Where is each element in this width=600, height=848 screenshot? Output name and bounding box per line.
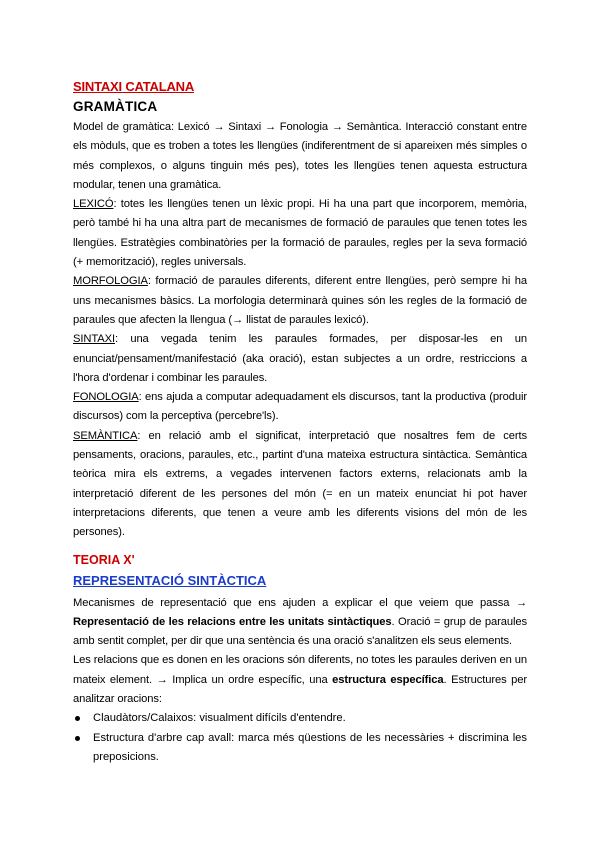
term-morfologia: MORFOLOGIA xyxy=(73,275,148,288)
fonologia-text: : ens ajuda a computar adequadament els discursos, tant la productiva (produir discursos) com la perceptiva (percebre'ls). xyxy=(73,391,527,423)
semantica-paragraph xyxy=(73,427,527,543)
lexico-text: : totes les llengües tenen un lèxic propi. Hi ha una part que incorporem, memòria, però també hi ha una altra part de mecanismes de formació de paraules que tenen totes les llengües. Estratègies combinatòries per la formació de paraules, regles per la seva formació (+ memorització), regles universals. xyxy=(73,198,527,269)
lexico-paragraph xyxy=(73,195,527,272)
spacer xyxy=(73,543,527,553)
document-content xyxy=(73,79,527,767)
intro-paragraph: Model de gramàtica: Lexicó → Sintaxi → Fonologia → Semàntica. Interacció constant entre els mòduls, que es troben a totes les llengües (indiferentment de si apareixen més simples o més complexos, o alguns tinguin més pes), totes les llengües tenen aquesta estructura modular, tenen una gramàtica. xyxy=(73,121,527,191)
morfologia-text: : formació de paraules diferents, diferent entre llengües, però sempre hi ha uns mecanismes bàsics. La morfologia determinarà quines són les regles de la formació de paraules que afecten la llengua (→ llistat de paraules lexicó). xyxy=(73,275,527,326)
fonologia-paragraph xyxy=(73,388,527,427)
p1-text-a: Mecanismes de representació que ens ajuden a explicar el que veiem que passa → xyxy=(73,596,527,609)
term-semantica: SEMÀNTICA xyxy=(73,429,138,442)
document-title: SINTAXI CATALANA xyxy=(73,79,195,94)
p2-text-c: . Estructures per analitzar oracions: xyxy=(73,673,527,706)
list-item-text: Estructura d'arbre cap avall: marca més qüestions de les necessàries + discrimina les preposicions. xyxy=(93,731,527,763)
p1-text-c: . Oració = grup de paraules amb sentit complet, per dir que una sentència és una oració s'analitzen els seus elements. xyxy=(73,615,527,648)
section-heading-gramatica: GRAMÀTICA xyxy=(73,99,158,114)
structures-list xyxy=(73,709,527,767)
bullet-icon xyxy=(75,736,80,741)
term-fonologia: FONOLOGIA xyxy=(73,391,139,404)
section-heading-representacio: REPRESENTACIÓ SINTÀCTICA xyxy=(73,572,267,588)
sintaxi-text: : una vegada tenim les paraules formades, per disposar-les en un enunciat/pensament/manifestació (aka oració), estan subjectes a un ordre, restriccions a l'hora d'ordenar i combinar les paraules. xyxy=(73,333,527,384)
bullet-icon xyxy=(75,716,80,721)
section-heading-teoria: TEORIA X' xyxy=(73,552,135,567)
representacio-paragraph-2 xyxy=(73,651,527,709)
morfologia-paragraph xyxy=(73,272,527,330)
list-item xyxy=(73,729,527,768)
p1-bold: Representació de les relacions entre les unitats sintàctiques xyxy=(73,615,392,628)
p2-text-a: Les relacions que es donen en les oracions són diferents, no totes les paraules deriven en un mateix element. → Implica un ordre específic, una xyxy=(73,654,527,686)
list-item xyxy=(73,709,527,728)
representacio-paragraph-1 xyxy=(73,594,527,652)
term-lexico: LEXICÓ xyxy=(73,198,114,211)
sintaxi-paragraph xyxy=(73,330,527,388)
term-sintaxi: SINTAXI xyxy=(73,333,115,346)
p2-bold: estructura específica xyxy=(332,673,444,686)
semantica-text: : en relació amb el significat, interpretació que nosaltres fem de certs pensaments, oracions, paraules, etc., partint d'una mateixa estructura sintàctica. Semàntica teòrica mira els extrems, a vegades intervenen factors externs, relacionats amb la interpretació diferent de les persones del món (= en un mateix enunciat hi pot haver interpretacions diferents, que tenen a veure amb les diferents visions del món de les persones). xyxy=(73,429,527,539)
list-item-text: Claudàtors/Calaixos: visualment difícils d'entendre. xyxy=(93,712,346,725)
